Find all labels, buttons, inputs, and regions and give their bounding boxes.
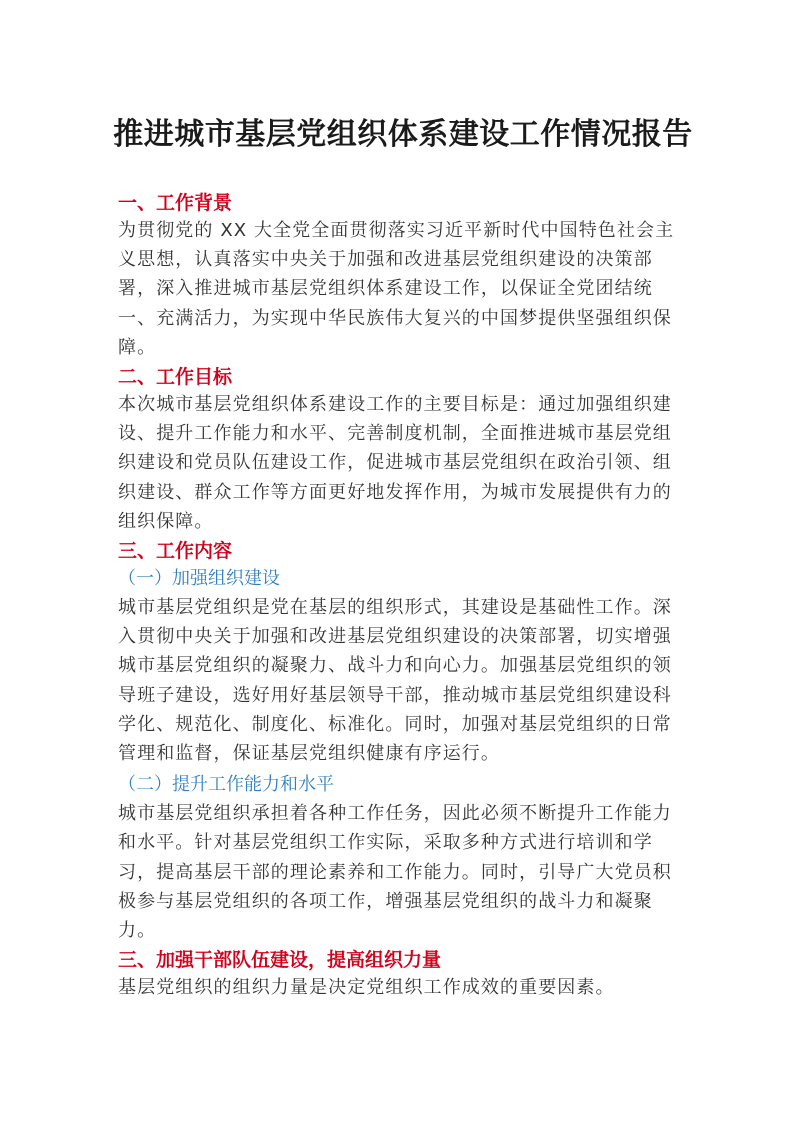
section-heading-cadre: 三、加强干部队伍建设，提高组织力量 bbox=[118, 949, 442, 972]
section-heading-content: 三、工作内容 bbox=[118, 540, 233, 563]
subsection-heading-organization: （一）加强组织建设 bbox=[118, 568, 280, 590]
section-heading-goals: 二、工作目标 bbox=[118, 366, 233, 389]
section-paragraph-cadre: 基层党组织的组织力量是决定党组织工作成效的重要因素。 bbox=[118, 977, 615, 999]
subsection-paragraph-organization: 城市基层党组织是党在基层的组织形式，其建设是基础性工作。深入贯彻中央关于加强和改进基层党组织建设的决策部署，切实增强城市基层党组织的凝聚力、战斗力和向心力。加强基层党组织的领导班子建设，选好用好基层领导干部，推动城市基层党组织建设科学化、规范化、制度化、标准化。同时，加强对基层党组织的日常管理和监督，保证基层党组织健康有序运行。 bbox=[118, 597, 672, 765]
section-paragraph-goals: 本次城市基层党组织体系建设工作的主要目标是：通过加强组织建设、提升工作能力和水平、完善制度机制，全面推进城市基层党组织建设和党员队伍建设工作，促进城市基层党组织在政治引领、组织建设、群众工作等方面更好地发挥作用，为城市发展提供有力的组织保障。 bbox=[118, 394, 672, 532]
section-paragraph-background: 为贯彻党的 XX 大全党全面贯彻落实习近平新时代中国特色社会主义思想，认真落实中央关于加强和改进基层党组织建设的决策部署，深入推进城市基层党组织体系建设工作，以保证全党团结统一、充满活力，为实现中华民族伟大复兴的中国梦提供坚强组织保障。 bbox=[118, 220, 675, 358]
subsection-paragraph-capability: 城市基层党组织承担着各种工作任务，因此必须不断提升工作能力和水平。针对基层党组织工作实际，采取多种方式进行培训和学习，提高基层干部的理论素养和工作能力。同时，引导广大党员积极参与基层党组织的各项工作，增强基层党组织的战斗力和凝聚力。 bbox=[118, 803, 672, 942]
section-heading-background: 一、工作背景 bbox=[118, 192, 233, 214]
document-title: 推进城市基层党组织体系建设工作情况报告 bbox=[113, 117, 693, 152]
subsection-heading-capability: （二）提升工作能力和水平 bbox=[118, 774, 334, 796]
